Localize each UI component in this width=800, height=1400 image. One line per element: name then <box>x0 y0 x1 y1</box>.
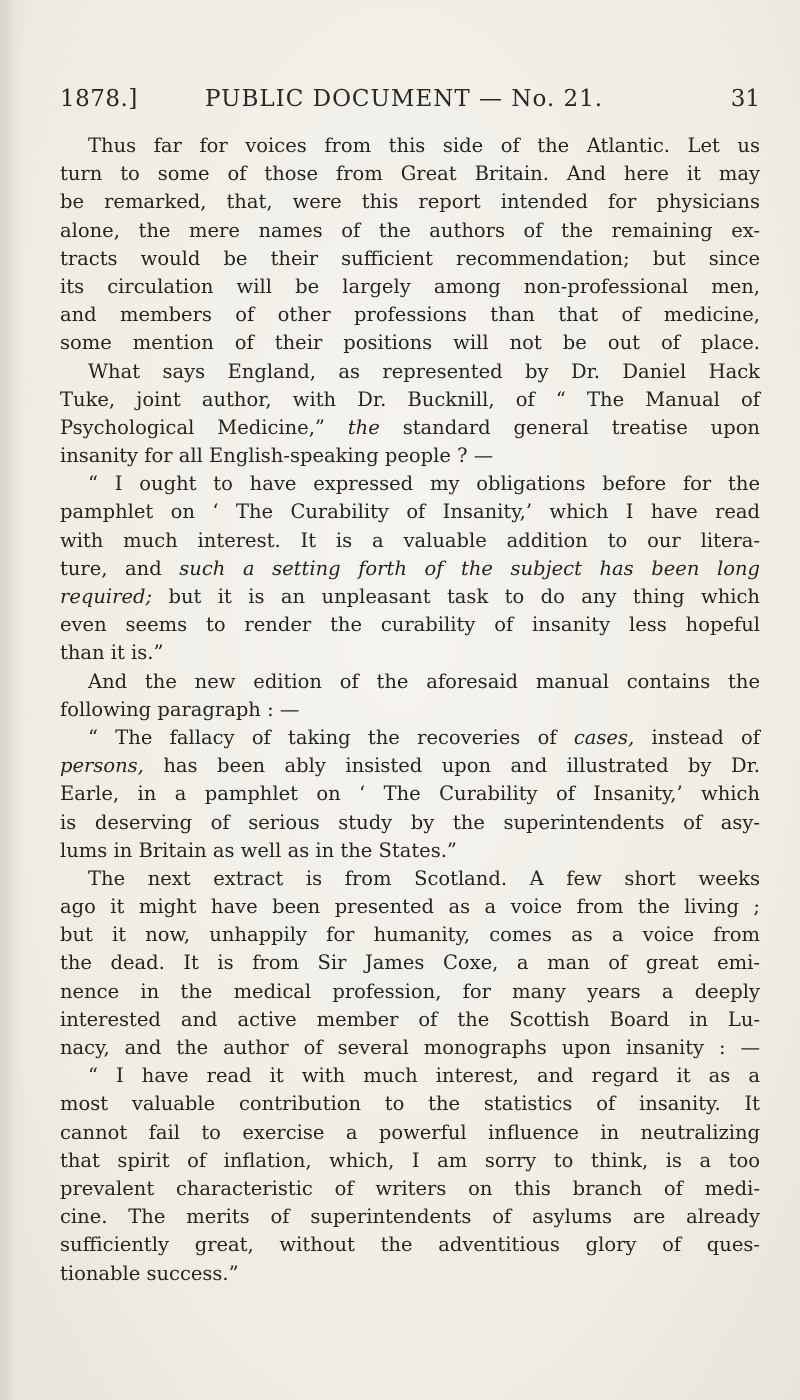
italic-text: required; <box>60 585 153 608</box>
text-line <box>60 188 760 216</box>
text-line <box>60 160 760 188</box>
line-text: the dead. It is from Sir James Coxe, a man of great emi- <box>60 951 760 975</box>
line-text: sufficiently great, without the adventitious glory of ques- <box>60 1233 760 1257</box>
text-line <box>60 1260 760 1288</box>
line-text: is deserving of serious study by the superintendents of asy- <box>60 810 760 834</box>
text-line <box>60 668 760 696</box>
line-text: some mention of their positions will not be out of place. <box>60 331 760 355</box>
text-line <box>60 1147 760 1175</box>
line-text: tracts would be their sufficient recommendation; but since <box>60 246 760 270</box>
line-text: prevalent characteristic of writers on this branch of medi- <box>60 1176 760 1200</box>
text-line <box>60 583 760 611</box>
line-text: “ I ought to have expressed my obligations before for the <box>88 472 760 496</box>
italic-text: the <box>347 415 380 439</box>
line-text: ture, and <box>60 556 180 580</box>
text-line <box>60 978 760 1006</box>
page-gutter-shadow <box>0 0 26 1400</box>
line-text: nacy, and the author of several monographs upon insanity : — <box>60 1036 760 1059</box>
italic-text: such a setting forth of the subject has been long <box>179 556 760 580</box>
line-text-rest: but it is an unpleasant task to do any thing which <box>152 585 760 608</box>
text-line <box>60 921 760 949</box>
running-header <box>60 86 760 122</box>
text-line <box>60 498 760 526</box>
text-line <box>60 555 760 583</box>
line-text: but it now, unhappily for humanity, comes as a voice from <box>60 923 760 947</box>
text-line <box>60 724 760 752</box>
line-text: lums in Britain as well as in the States.” <box>60 838 457 862</box>
line-text: alone, the mere names of the authors of the remaining ex- <box>60 218 760 242</box>
line-text: “ I have read it with much interest, and regard it as a <box>88 1064 760 1088</box>
text-line <box>60 1006 760 1034</box>
line-text: that spirit of inflation, which, I am sorry to think, is a too <box>60 1148 760 1172</box>
line-text: with much interest. It is a valuable addition to our litera- <box>60 528 760 552</box>
line-text: following paragraph : — <box>60 697 300 721</box>
line-text: insanity for all English-speaking people ? — <box>60 444 494 468</box>
text-line <box>60 414 760 442</box>
text-line <box>60 837 760 865</box>
text-line <box>60 949 760 977</box>
text-line <box>60 470 760 498</box>
line-text: cine. The merits of superintendents of asylums are already <box>60 1205 760 1229</box>
line-text: What says England, as represented by Dr. Daniel Hack <box>88 359 760 383</box>
line-text: be remarked, that, were this report intended for physicians <box>60 190 760 214</box>
line-text: Thus far for voices from this side of the Atlantic. Let us <box>88 134 760 157</box>
header-title: PUBLIC DOCUMENT — No. 21. <box>205 86 604 112</box>
text-line <box>60 780 760 808</box>
text-line <box>60 809 760 837</box>
text-line <box>60 1034 760 1062</box>
text-line <box>60 442 760 470</box>
line-text: and members of other professions than that of medicine, <box>60 303 760 327</box>
text-line <box>60 1119 760 1147</box>
page-body-text <box>60 132 760 1288</box>
line-text: nence in the medical profession, for many years a deeply <box>60 979 760 1003</box>
line-text: ago it might have been presented as a voice from the living ; <box>60 895 760 919</box>
line-text-rest: standard general treatise upon <box>379 415 760 439</box>
line-text: And the new edition of the aforesaid manual contains the <box>88 669 760 693</box>
line-text-rest: instead of <box>634 725 760 749</box>
italic-text: persons, <box>60 754 144 778</box>
line-text: tionable success.” <box>60 1261 239 1285</box>
line-text: pamphlet on ‘ The Curability of Insanity,’ which I have read <box>60 500 760 524</box>
text-line <box>60 245 760 273</box>
line-text: most valuable contribution to the statistics of insanity. It <box>60 1092 760 1116</box>
text-line <box>60 752 760 780</box>
text-line <box>60 301 760 329</box>
text-line <box>60 358 760 386</box>
line-text: cannot fail to exercise a powerful influence in neutralizing <box>60 1120 760 1144</box>
header-year: 1878.] <box>60 86 138 112</box>
text-line <box>60 386 760 414</box>
line-text: Tuke, joint author, with Dr. Bucknill, of “ The Manual of <box>60 387 760 411</box>
text-line <box>60 1090 760 1118</box>
line-text: “ The fallacy of taking the recoveries of <box>88 725 574 749</box>
line-text: The next extract is from Scotland. A few short weeks <box>88 866 760 890</box>
text-line <box>60 132 760 160</box>
text-line <box>60 1062 760 1090</box>
text-line <box>60 217 760 245</box>
line-text: its circulation will be largely among non-professional men, <box>60 274 760 298</box>
text-line <box>60 611 760 639</box>
page-number: 31 <box>730 86 760 112</box>
text-line <box>60 1175 760 1203</box>
line-text: than it is.” <box>60 641 164 665</box>
line-text: Earle, in a pamphlet on ‘ The Curability of Insanity,’ which <box>60 782 760 806</box>
line-text-rest: has been ably insisted upon and illustrated by Dr. <box>143 754 760 778</box>
line-text: turn to some of those from Great Britain. And here it may <box>60 162 760 186</box>
text-line <box>60 273 760 301</box>
text-line <box>60 1231 760 1259</box>
line-text: even seems to render the curability of insanity less hopeful <box>60 613 760 637</box>
line-text: interested and active member of the Scottish Board in Lu- <box>60 1007 760 1031</box>
line-text: Psychological Medicine,” <box>60 415 348 439</box>
text-line <box>60 639 760 667</box>
italic-text: cases, <box>573 725 635 749</box>
text-line <box>60 893 760 921</box>
text-line <box>60 527 760 555</box>
text-line <box>60 1203 760 1231</box>
text-line <box>60 865 760 893</box>
text-line <box>60 329 760 357</box>
text-line <box>60 696 760 724</box>
